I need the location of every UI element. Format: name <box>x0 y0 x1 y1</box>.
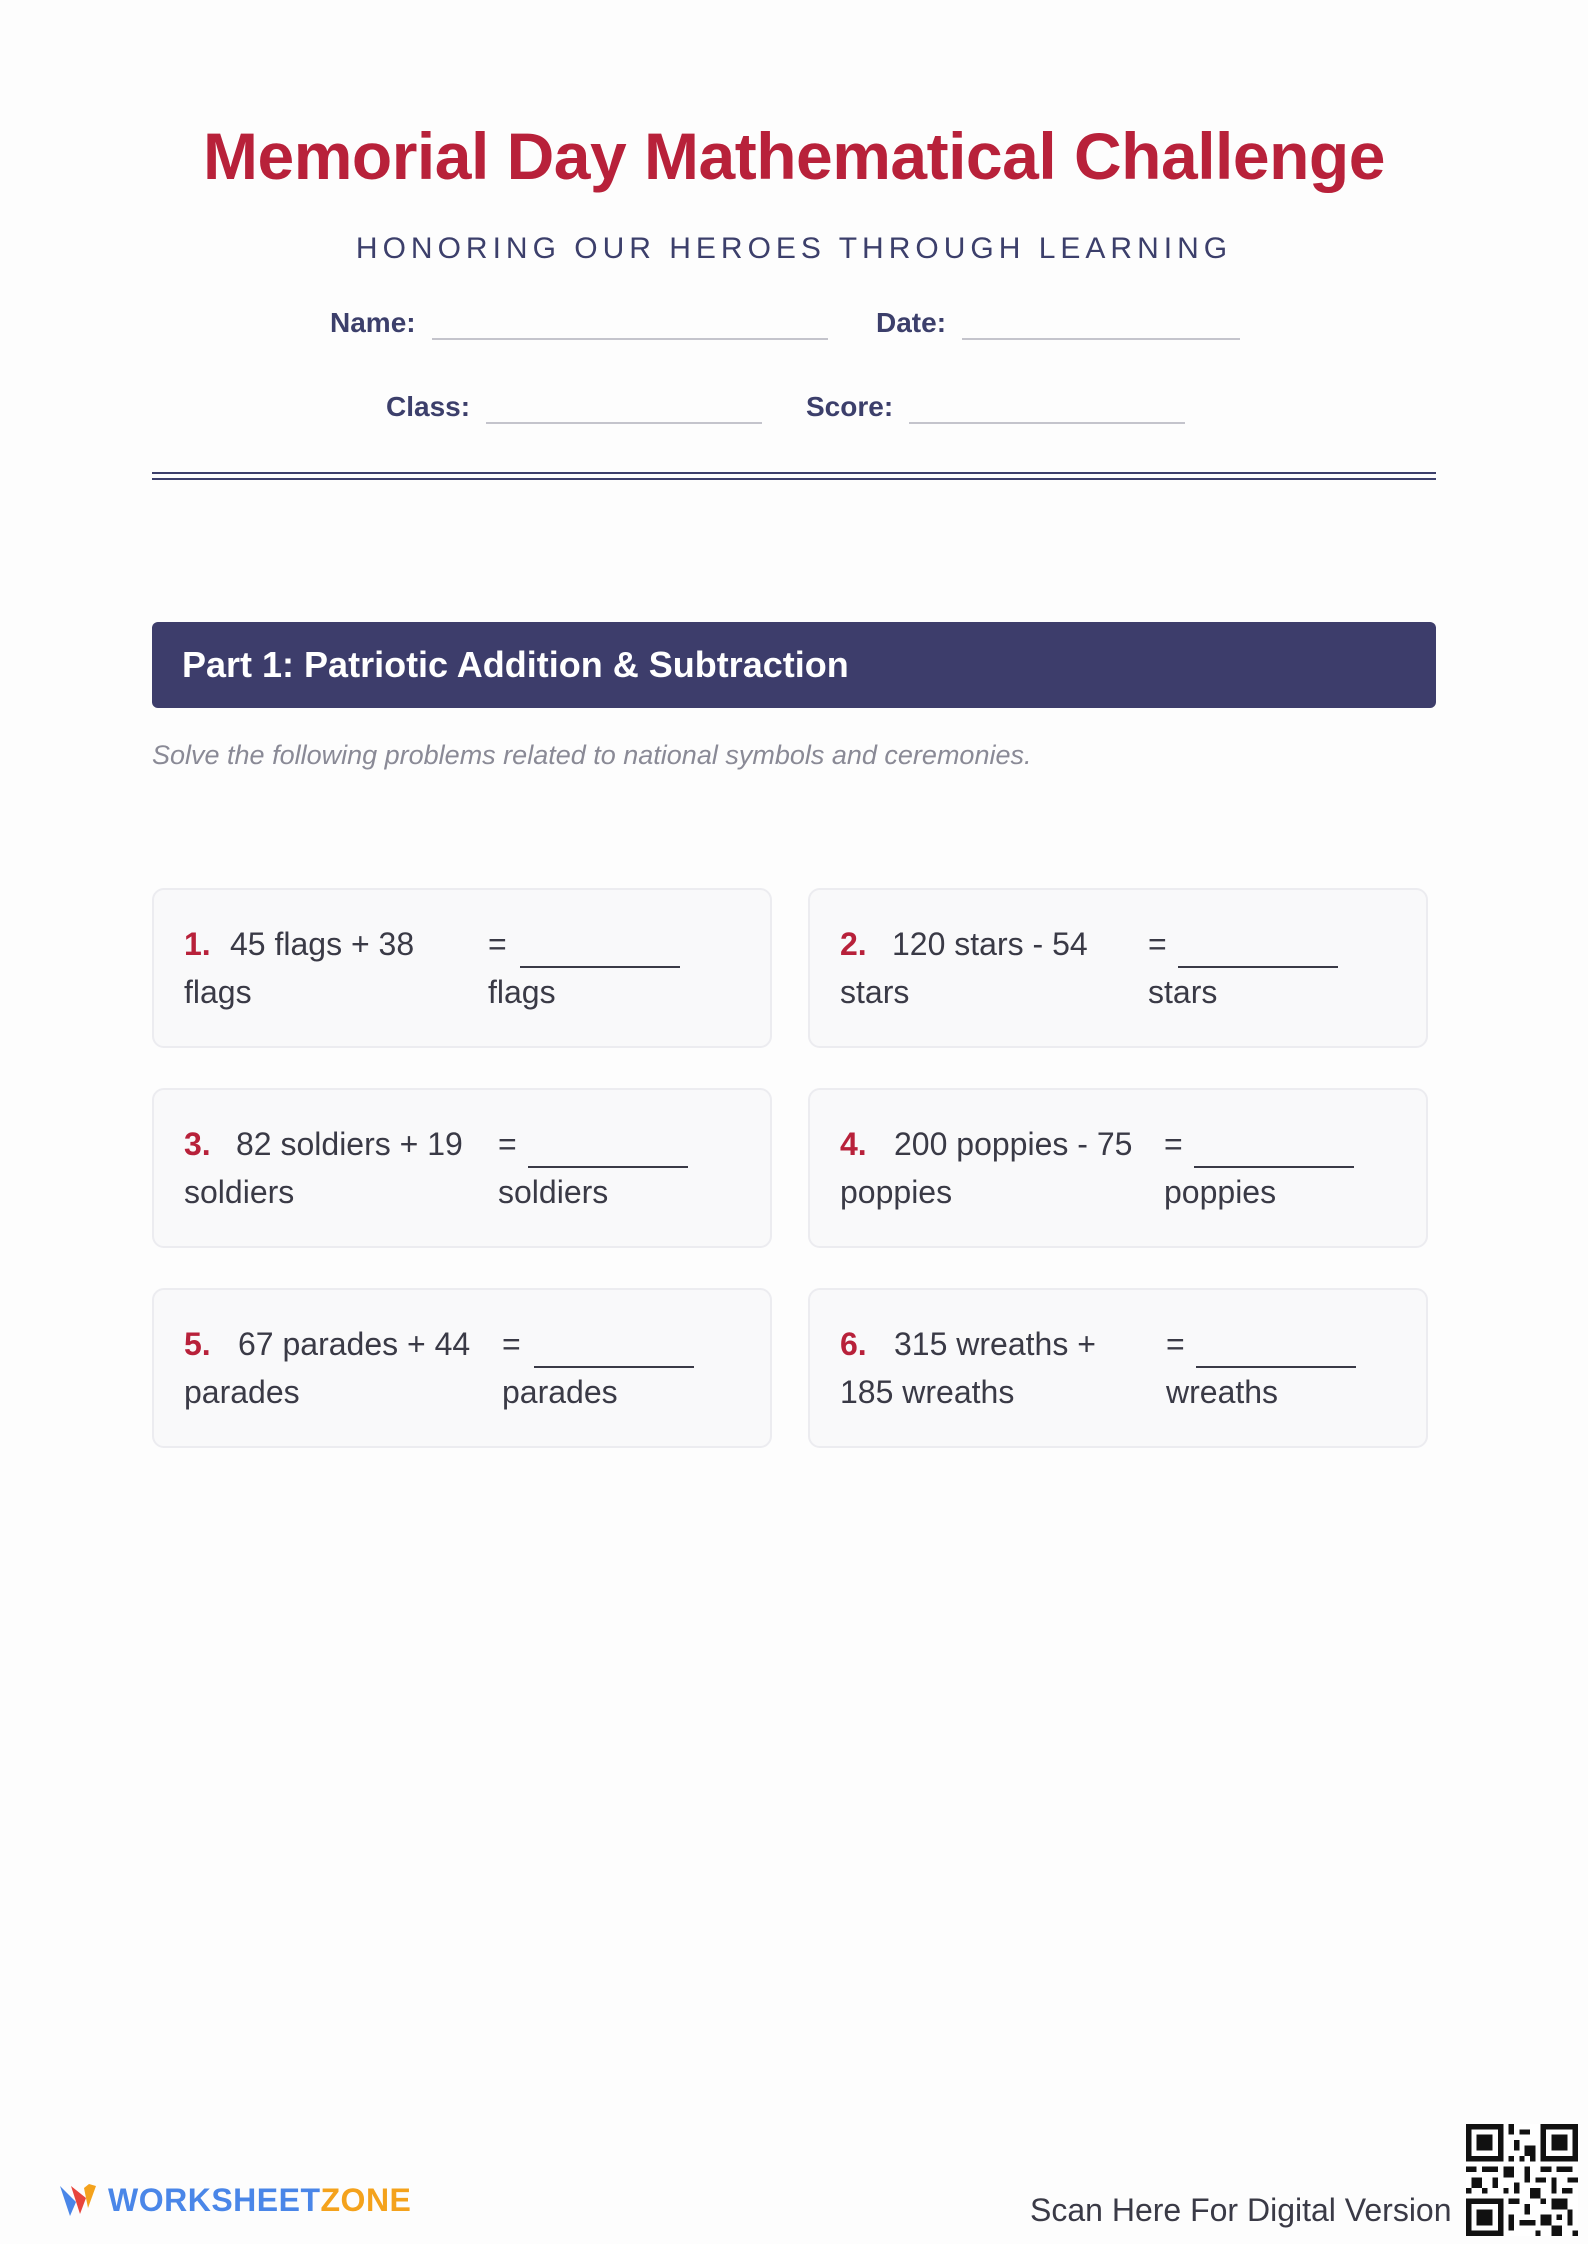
problem-number: 2. <box>840 926 867 962</box>
worksheet-title: Memorial Day Mathematical Challenge <box>203 119 1385 193</box>
answer-blank[interactable] <box>534 1366 694 1368</box>
answer-unit: poppies <box>1164 1174 1277 1210</box>
problem-expression-cont: 185 wreaths <box>840 1374 1015 1410</box>
answer-unit: wreaths <box>1166 1374 1279 1410</box>
problem-expression: 67 parades + 44 <box>238 1326 471 1362</box>
name-field[interactable] <box>330 306 828 340</box>
worksheetzone-logo[interactable] <box>58 2180 411 2220</box>
problem-expression-cont: parades <box>184 1374 300 1410</box>
equals-sign: = <box>498 1126 517 1162</box>
problem-number: 5. <box>184 1326 211 1362</box>
answer-blank[interactable] <box>1178 966 1338 968</box>
problem-card <box>808 888 1428 1048</box>
problem-number: 1. <box>184 926 211 962</box>
problem-card <box>808 1288 1428 1448</box>
answer-blank[interactable] <box>1194 1166 1354 1168</box>
answer-unit: parades <box>502 1374 618 1410</box>
scan-instruction: Scan Here For Digital Version <box>1030 2192 1452 2228</box>
problem-number: 6. <box>840 1326 867 1362</box>
answer-unit: flags <box>488 974 556 1010</box>
name-input-line[interactable] <box>432 316 828 340</box>
score-label: Score: <box>806 391 894 422</box>
problem-card <box>152 1288 772 1448</box>
problem-expression-cont: stars <box>840 974 910 1010</box>
date-label: Date: <box>876 307 947 338</box>
answer-unit: stars <box>1148 974 1218 1010</box>
answer-blank[interactable] <box>528 1166 688 1168</box>
answer-unit: soldiers <box>498 1174 609 1210</box>
equals-sign: = <box>1148 926 1167 962</box>
problem-expression: 315 wreaths + <box>894 1326 1096 1362</box>
date-field[interactable] <box>876 306 1240 340</box>
problem-number: 3. <box>184 1126 211 1162</box>
name-label: Name: <box>330 307 416 338</box>
problem-expression: 82 soldiers + 19 <box>236 1126 463 1162</box>
header-divider-secondary <box>152 478 1436 480</box>
equals-sign: = <box>1164 1126 1183 1162</box>
problem-card <box>152 1088 772 1248</box>
problem-expression: 120 stars - 54 <box>892 926 1088 962</box>
section-header <box>152 622 1436 708</box>
brand-name: WORKSHEETZONE <box>108 2181 412 2218</box>
score-field[interactable] <box>806 390 1185 424</box>
answer-blank[interactable] <box>520 966 680 968</box>
class-field[interactable] <box>386 390 762 424</box>
problem-card <box>808 1088 1428 1248</box>
problem-expression-cont: flags <box>184 974 252 1010</box>
problem-expression: 45 flags + 38 <box>230 926 415 962</box>
section-instructions: Solve the following problems related to national symbols and ceremonies. <box>152 740 1032 770</box>
header-divider <box>152 472 1436 474</box>
section-title: Part 1: Patriotic Addition & Subtraction <box>182 644 849 685</box>
date-input-line[interactable] <box>962 316 1240 340</box>
problem-expression-cont: poppies <box>840 1174 953 1210</box>
equals-sign: = <box>502 1326 521 1362</box>
problem-card <box>152 888 772 1048</box>
worksheetzone-logo-icon <box>58 2180 98 2220</box>
class-input-line[interactable] <box>486 400 762 424</box>
score-input-line[interactable] <box>909 400 1185 424</box>
problem-expression: 200 poppies - 75 <box>894 1126 1133 1162</box>
problem-number: 4. <box>840 1126 867 1162</box>
problem-expression-cont: soldiers <box>184 1174 295 1210</box>
worksheet-subtitle: HONORING OUR HEROES THROUGH LEARNING <box>355 232 1233 265</box>
equals-sign: = <box>1166 1326 1185 1362</box>
class-label: Class: <box>386 391 471 422</box>
answer-blank[interactable] <box>1196 1366 1356 1368</box>
qr-code-icon[interactable] <box>1466 2124 1578 2236</box>
equals-sign: = <box>488 926 507 962</box>
